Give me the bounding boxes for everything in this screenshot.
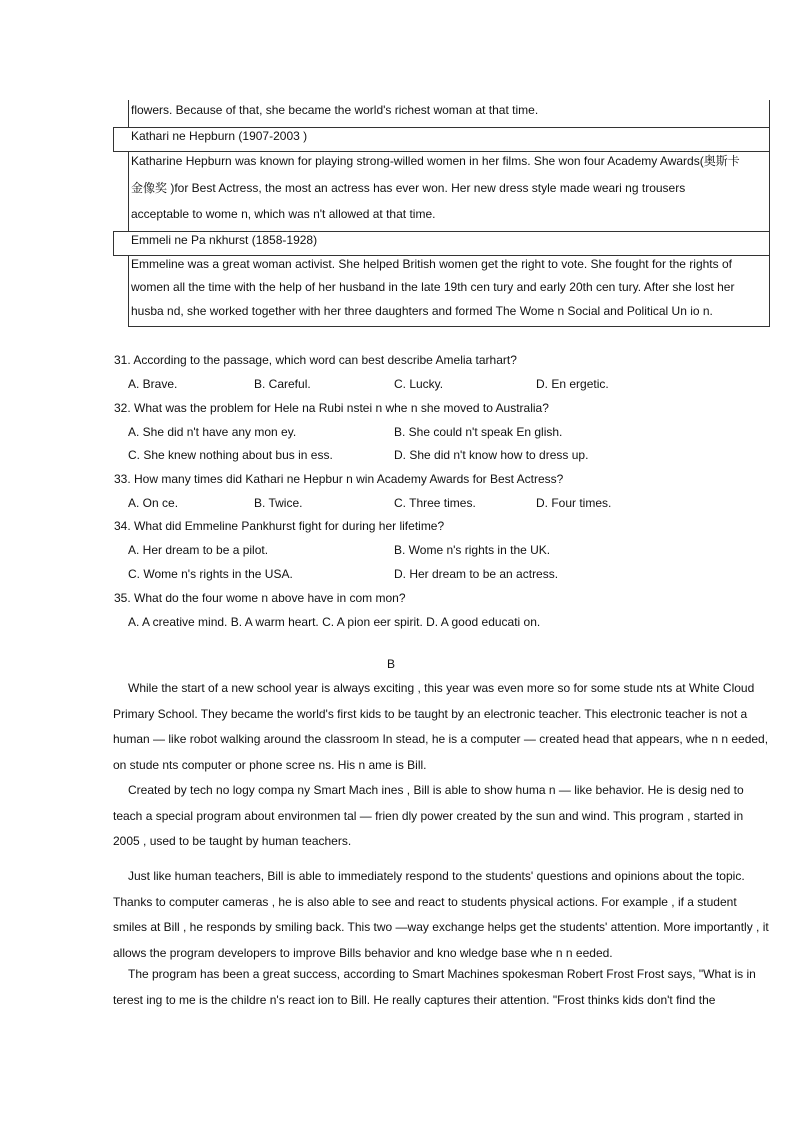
option-c[interactable]: C. Wome n's rights in the USA. [128,567,293,581]
table-row-text: flowers. Because of that, she became the world's richest woman at that time. [131,103,539,117]
pankhurst-text-2: women all the time with the help of her husband in the late 19th cen tury and early 20th cen tury. After she lost her [131,280,735,294]
passage-paragraph-3: Just like human teachers, Bill is able to immediately respond to the students' questions and opinions about the topic. Thanks to computer cameras , he is also able to see and react to students physical actions. For example , if a student smiles at Bill , he responds by smiling back. This two —way exchange helps get the students' attention. More importantly , it allows the program developers to improve Bills behavior and kno wledge base whe n n eeded. [113,869,769,960]
passage-paragraph-4: The program has been a great success, according to Smart Machines spokesman Robert Frost Frost says, "What is in terest ing to me is the childre n's react ion to Bill. He really captures their attention. "Frost thinks kids don't find the [113,967,756,1007]
hepburn-header: Kathari ne Hepburn (1907-2003 ) [131,129,308,143]
option-a[interactable]: A. On ce. [128,496,179,510]
question-stem: 34. What did Emmeline Pankhurst fight for during her lifetime? [114,519,445,533]
question-stem: 35. What do the four wome n above have in com mon? [114,591,406,605]
question-stem: 32. What was the problem for Hele na Rubi nstei n whe n she moved to Australia? [114,401,549,415]
option-d[interactable]: D. Her dream to be an actress. [394,567,559,581]
pankhurst-text-3: husba nd, she worked together with her three daughters and formed The Wome n Social and Political Un io n. [131,304,713,318]
option-b[interactable]: B. Wome n's rights in the UK. [394,543,551,557]
option-b[interactable]: B. Twice. [254,496,303,510]
option-b[interactable]: B. Careful. [254,377,311,391]
pankhurst-header: Emmeli ne Pa nkhurst (1858-1928) [131,233,318,247]
pankhurst-text-1: Emmeline was a great woman activist. She helped British women get the right to vote. She fought for the rights of [131,257,732,271]
option-c[interactable]: C. Lucky. [394,377,444,391]
hepburn-text-2: 金像奖 )for Best Actress, the most an actress has ever won. Her new dress style made weari ng trousers [131,181,686,195]
option-a[interactable]: A. Brave. [128,377,178,391]
option-d[interactable]: D. She did n't know how to dress up. [394,448,589,462]
option-c[interactable]: C. She knew nothing about bus in ess. [128,448,333,462]
option-c[interactable]: C. Three times. [394,496,476,510]
option-a[interactable]: A. She did n't have any mon ey. [128,425,297,439]
passage-paragraph-1: While the start of a new school year is always exciting , this year was even more so for some stude nts at White Cloud Primary School. They became the world's first kids to be taught by an electronic teacher. This electronic teacher is not a human — like robot walking around the classroom In stead, he is a computer — created head that appears, whe n n eeded, on stude nts computer or phone scree ns. His n ame is Bill. [113,681,769,772]
options-line[interactable]: A. A creative mind. B. A warm heart. C. A pion eer spirit. D. A good educati on. [128,615,541,629]
option-a[interactable]: A. Her dream to be a pilot. [128,543,269,557]
question-stem: 33. How many times did Kathari ne Hepbur n win Academy Awards for Best Actress? [114,472,564,486]
question-stem: 31. According to the passage, which word can best describe Amelia tarhart? [114,353,517,367]
table-border-right-top [769,100,770,127]
option-b[interactable]: B. She could n't speak En glish. [394,425,563,439]
option-d[interactable]: D. Four times. [536,496,612,510]
hepburn-text-3: acceptable to wome n, which was n't allowed at that time. [131,207,436,221]
passage-paragraph-2: Created by tech no logy compa ny Smart Mach ines , Bill is able to show huma n — like behavior. He is desig ned to teach a special program about environmen tal — frien dly power created by the sun and wind. This program , started in 2005 , used to be taught by human teachers. [113,783,744,848]
table-border-left-top [128,100,129,127]
section-heading: B [387,657,396,671]
option-d[interactable]: D. En ergetic. [536,377,609,391]
hepburn-text-1: Katharine Hepburn was known for playing strong-willed women in her films. She won four Academy Awards(奥斯卡 [131,154,740,168]
